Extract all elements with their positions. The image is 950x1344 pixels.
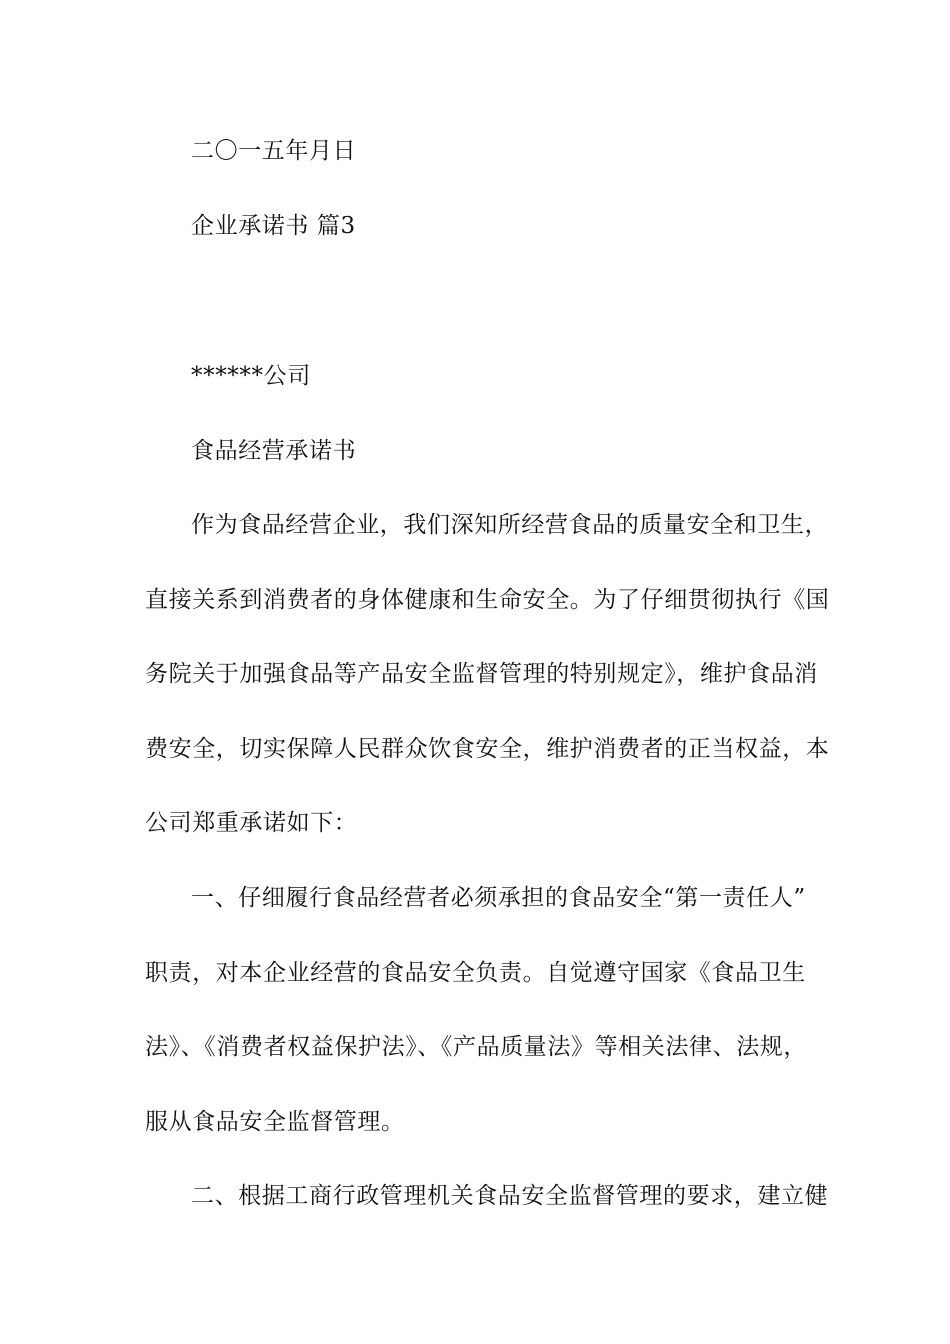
paragraph-line: 费安全，切实保障人民群众饮食安全，维护消费者的正当权益，本 [145,736,830,762]
date-line: 二〇一五年月日 [191,138,357,164]
paragraph-line: 一、仔细履行食品经营者必须承担的食品安全“第一责任人” [191,885,806,911]
subject-heading: 食品经营承诺书 [191,438,357,464]
document-title: 企业承诺书 篇3 [191,213,356,239]
paragraph-line: 职责，对本企业经营的食品安全负责。自觉遵守国家《食品卫生 [145,960,806,986]
paragraph-line: 直接关系到消费者的身体健康和生命安全。为了仔细贯彻执行《国 [145,587,830,613]
paragraph-line: 公司郑重承诺如下： [145,810,358,836]
paragraph-line: 务院关于加强食品等产品安全监督管理的特别规定》，维护食品消 [145,661,818,687]
paragraph-line: 法》、《消费者权益保护法》、《产品质量法》等相关法律、法规， [145,1034,807,1060]
company-name: ******公司 [191,363,311,389]
paragraph-line: 作为食品经营企业，我们深知所经营食品的质量安全和卫生， [191,512,829,538]
paragraph-line: 服从食品安全监督管理。 [145,1109,405,1135]
paragraph-line: 二、根据工商行政管理机关食品安全监督管理的要求，建立健 [191,1183,829,1209]
